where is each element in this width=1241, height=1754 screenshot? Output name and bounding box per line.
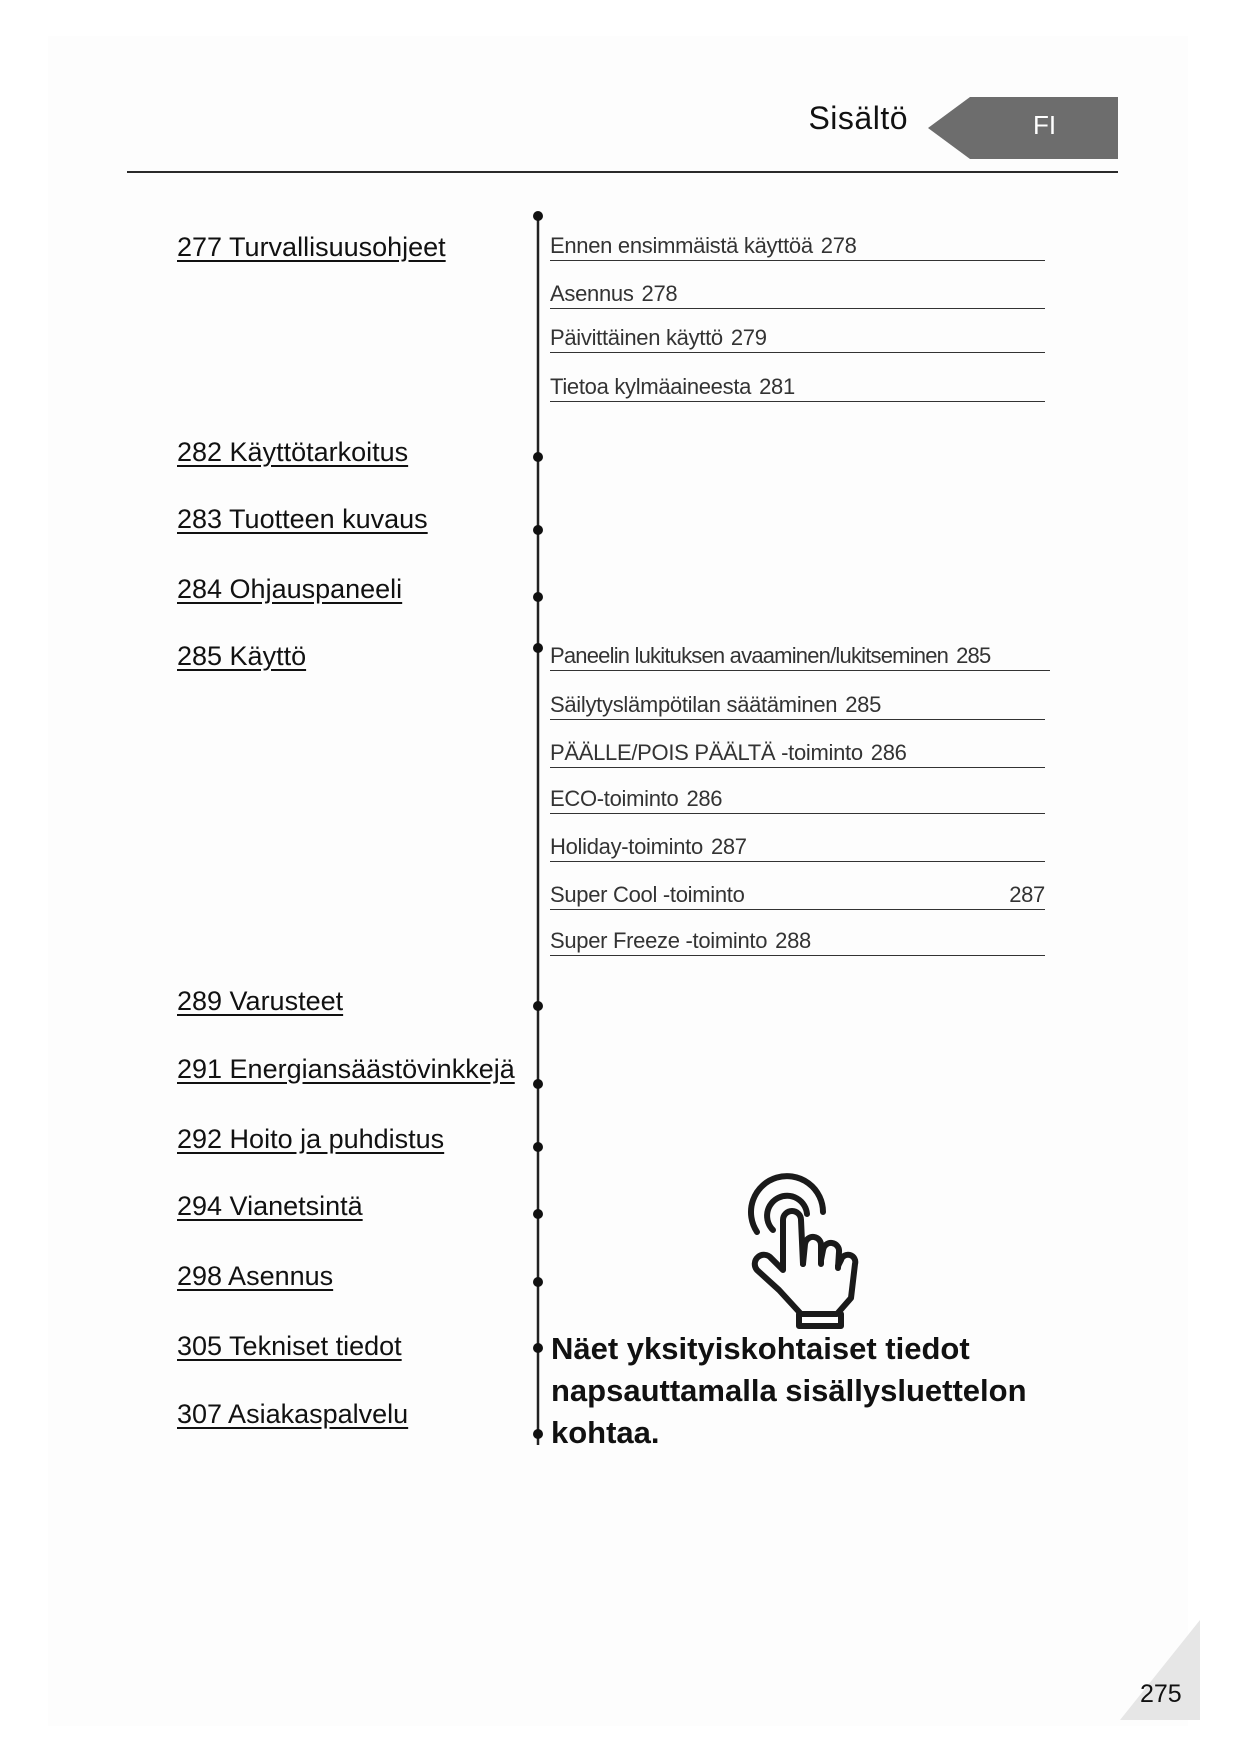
section-page: 287	[710, 834, 747, 859]
section-link[interactable]	[550, 692, 1045, 720]
section-page: 278	[641, 281, 678, 306]
section-label: PÄÄLLE/POIS PÄÄLTÄ -toiminto	[550, 740, 863, 765]
chapter-link-troubleshooting[interactable]: 294 Vianetsintä	[177, 1191, 363, 1221]
section-link[interactable]	[550, 643, 1050, 671]
chapter-link-care-cleaning[interactable]: 292 Hoito ja puhdistus	[177, 1124, 445, 1154]
section-label: Asennus	[550, 281, 634, 306]
section-page: 286	[870, 740, 907, 765]
section-label: ECO-toiminto	[550, 786, 679, 811]
section-label: Tietoa kylmäaineesta	[550, 374, 752, 399]
section-link[interactable]	[550, 325, 1045, 353]
chapter-link-installation[interactable]: 298 Asennus	[177, 1261, 334, 1291]
language-tab-shape	[928, 97, 1118, 159]
chapter-link-energy-tips[interactable]: 291 Energiansäästövinkkejä	[177, 1054, 515, 1084]
section-link[interactable]	[550, 281, 1045, 309]
section-link[interactable]	[550, 834, 1045, 862]
section-page: 279	[730, 325, 767, 350]
section-label: Päivittäinen käyttö	[550, 325, 723, 350]
section-label: Super Freeze -toiminto	[550, 928, 768, 953]
page-title: Sisältö	[808, 100, 908, 136]
chapter-link-technical-data[interactable]: 305 Tekniset tiedot	[177, 1331, 402, 1361]
section-link[interactable]	[550, 233, 1045, 261]
section-label: Ennen ensimmäistä käyttöä	[550, 233, 813, 258]
section-label: Super Cool -toiminto	[550, 882, 745, 907]
chapter-link-intended-use[interactable]: 282 Käyttötarkoitus	[177, 437, 409, 467]
chapter-link-accessories[interactable]: 289 Varusteet	[177, 986, 344, 1016]
chapter-link-product-description[interactable]: 283 Tuotteen kuvaus	[177, 504, 428, 534]
hint-line: Näet yksityiskohtaiset tiedot	[551, 1331, 970, 1366]
section-link[interactable]	[550, 928, 1045, 956]
chapter-link-customer-service[interactable]: 307 Asiakaspalvelu	[177, 1399, 409, 1429]
section-page: 286	[686, 786, 723, 811]
section-link[interactable]	[550, 374, 1045, 402]
header-divider	[127, 171, 1118, 173]
section-page: 278	[820, 233, 857, 258]
chapter-link-safety[interactable]: 277 Turvallisuusohjeet	[177, 232, 446, 262]
language-code: FI	[1033, 110, 1057, 140]
section-link[interactable]	[550, 882, 1045, 910]
section-page: 285	[956, 643, 991, 668]
language-tab	[928, 97, 1118, 159]
section-page: 288	[775, 928, 811, 953]
chapter-link-control-panel[interactable]: 284 Ohjauspaneeli	[177, 574, 403, 604]
hint-line: kohtaa.	[551, 1415, 660, 1450]
section-label: Holiday-toiminto	[550, 834, 703, 859]
page-number: 275	[1140, 1680, 1182, 1708]
section-page: 281	[759, 374, 795, 399]
chapter-link-usage[interactable]: 285 Käyttö	[177, 641, 307, 671]
hint-line: napsauttamalla sisällysluettelon	[551, 1373, 1027, 1408]
section-page: 287	[1009, 882, 1045, 907]
section-link[interactable]	[550, 786, 1045, 814]
hand-pointer-icon	[735, 1170, 875, 1330]
navigation-hint	[551, 1328, 1071, 1454]
section-link[interactable]	[550, 740, 1045, 768]
section-page: 285	[845, 692, 882, 717]
section-label: Säilytyslämpötilan säätäminen	[550, 692, 838, 717]
section-label: Paneelin lukituksen avaaminen/lukitseminen	[550, 643, 949, 668]
